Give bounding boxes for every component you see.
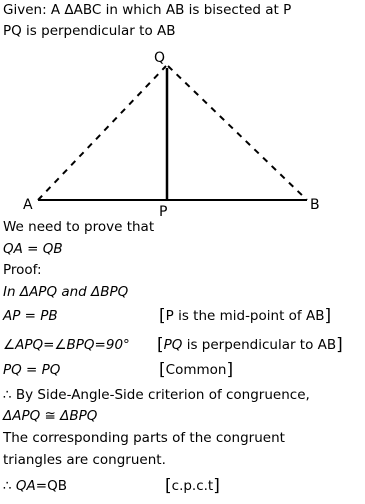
cpct-line-1: The corresponding parts of the congruent [3,430,285,446]
label-a: A [23,197,33,213]
step2-reason: [PQ is perpendicular to AB] [157,335,343,355]
need-to-prove: We need to prove that [3,219,155,235]
side-qb-dashed [168,66,307,200]
conclusion-statement [3,478,67,494]
congruence-statement: ΔAPQ ≅ ΔBPQ [3,408,98,424]
step3-reason-text: Common [165,362,227,378]
triangles-text: In ΔAPQ and ΔBPQ [3,284,129,300]
label-q: Q [154,50,166,66]
step1-reason: [P is the mid-point of AB] [159,306,332,326]
label-b: B [310,197,320,213]
goal-statement: QA = QB [3,241,63,257]
step1-statement: AP = PB [3,308,58,324]
conclusion-italic: QA [15,478,36,494]
therefore-symbol: ∴ [3,478,16,494]
conclusion-reason: [c.p.c.t] [165,476,220,496]
step1-reason-text: P is the mid-point of AB [165,308,325,324]
step3-statement: PQ = PQ [3,362,61,378]
given-line-1: Given: A ΔABC in which AB is bisected at P [3,2,292,18]
proof-heading: Proof: [3,262,42,278]
label-p: P [159,204,168,220]
step2-reason-text: is perpendicular to AB [182,337,337,353]
step2-reason-italic: PQ [163,337,183,353]
conclusion-reason-text: c.p.c.t [171,478,214,494]
cpct-line-2: triangles are congruent. [3,452,166,468]
given-line-2: PQ is perpendicular to AB [3,23,176,39]
step3-reason: [Common] [159,360,234,380]
triangle-figure [0,0,365,230]
triangles-statement [3,284,128,300]
conclusion-text: =QB [35,478,67,494]
sas-statement: ∴ By Side-Angle-Side criterion of congruence, [3,387,310,403]
step2-statement: ∠APQ=∠BPQ=90° [3,337,130,353]
side-aq-dashed [38,66,166,200]
